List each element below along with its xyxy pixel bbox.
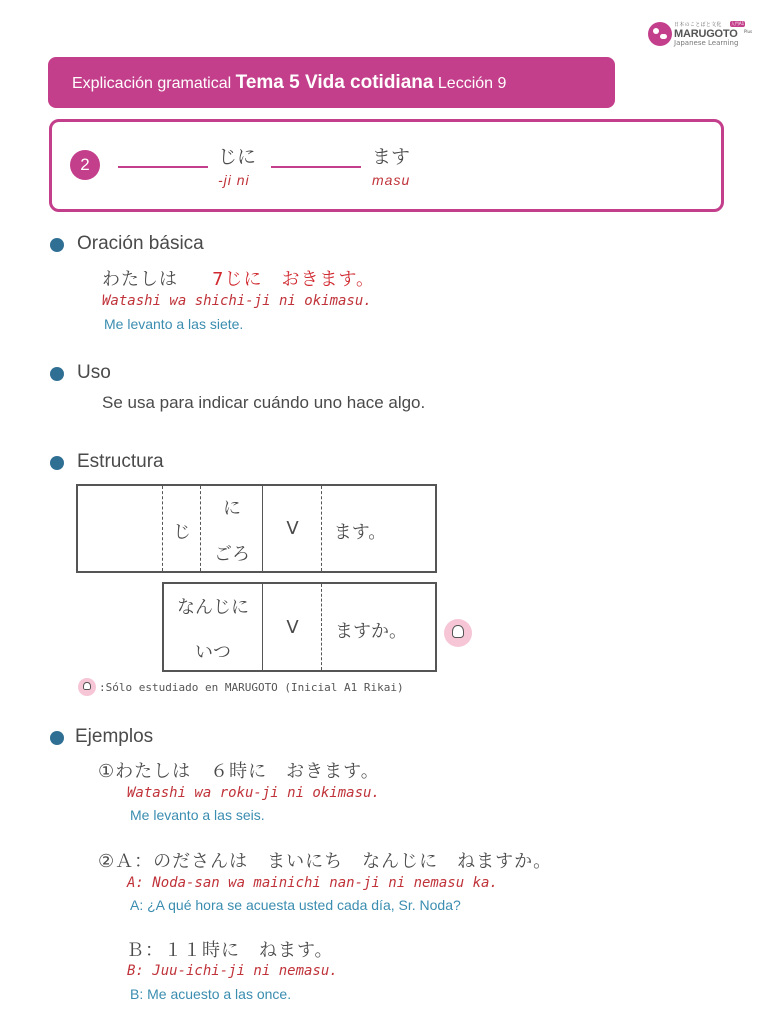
header-lesson: Lección 9 [437, 75, 507, 92]
header-topic: Tema 5 Vida cotidiana [235, 72, 434, 93]
structure-table-1 [76, 484, 437, 573]
blank-line-2 [271, 166, 361, 168]
pattern-number-badge: 2 [70, 150, 100, 180]
structure-table-2 [162, 582, 437, 672]
structure-ni: に [223, 498, 241, 519]
structure-verb: V [286, 617, 299, 638]
usage-text: Se usa para indicar cuándo uno hace algo. [102, 393, 426, 412]
example-1-jp: ①わたしは ６時に おきます。 [98, 761, 380, 782]
basic-sentence-jp-2: 7じに おきます。 [212, 269, 376, 290]
basic-sentence-translation: Me levanto a las siete. [104, 316, 244, 332]
example-2-romaji: A: Noda-san wa mainichi nan-ji ni nemasu ka. [127, 875, 498, 891]
lightbulb-icon [78, 678, 96, 696]
logo-name-sup: Plus [744, 29, 753, 34]
structure-goro: ごろ [214, 544, 250, 565]
basic-sentence-romaji: Watashi wa shichi-ji ni okimasu. [102, 293, 372, 309]
pattern-jp-2: ます [372, 146, 411, 168]
divider [321, 584, 322, 670]
example-2-translation: A: ¿A qué hora se acuesta usted cada día, Sr. Noda? [130, 897, 461, 913]
structure-itsu: いつ [195, 642, 231, 663]
structure-note: :Sólo estudiado en MARUGOTO (Inicial A1 Rikai) [99, 681, 404, 694]
structure-ji: じ [173, 522, 191, 543]
example-3-translation: B: Me acuesto a las once. [130, 986, 292, 1002]
example-1-translation: Me levanto a las seis. [130, 807, 265, 823]
section-title-usage: Uso [77, 362, 111, 383]
logo-name: MARUGOTO [674, 28, 738, 40]
structure-masu: ます。 [333, 522, 387, 543]
section-title-examples: Ejemplos [75, 726, 154, 747]
section-bullet-icon [50, 456, 64, 470]
section-title-structure: Estructura [77, 451, 164, 472]
divider [200, 486, 201, 571]
divider [262, 486, 263, 571]
structure-masuka: ますか。 [335, 621, 407, 642]
section-bullet-icon [50, 238, 64, 252]
logo-mark-icon [648, 22, 672, 46]
section-bullet-icon [50, 367, 64, 381]
page-title-bar [48, 57, 615, 108]
pattern-romaji-2: masu [372, 172, 411, 188]
logo-subtitle: Japanese Learning [674, 39, 739, 47]
basic-sentence-jp-1: わたしは [102, 269, 178, 290]
example-2-jp: ②Ａ：のださんは まいにち なんじに ねますか。 [98, 851, 553, 872]
blank-line-1 [118, 166, 208, 168]
divider [321, 486, 322, 571]
pattern-romaji-1: -ji ni [218, 172, 250, 188]
pattern-jp-1: じに [218, 146, 257, 168]
marugoto-logo [648, 20, 758, 50]
example-3-jp: Ｂ：１１時に ねます。 [126, 940, 334, 961]
example-1-romaji: Watashi wa roku-ji ni okimasu. [127, 785, 380, 801]
logo-badge: 入門A1 [730, 21, 745, 26]
section-bullet-icon [50, 731, 64, 745]
structure-verb: V [286, 518, 299, 539]
structure-nanjini: なんじに [177, 597, 249, 618]
lightbulb-icon [444, 619, 472, 647]
example-3-romaji: B: Juu-ichi-ji ni nemasu. [127, 963, 338, 979]
logo-tagline: 日本のことばと文化 [674, 22, 722, 28]
section-title-basic-sentence: Oración básica [77, 233, 204, 254]
divider [262, 584, 263, 670]
header-prefix: Explicación gramatical [72, 75, 232, 92]
divider [162, 486, 163, 571]
